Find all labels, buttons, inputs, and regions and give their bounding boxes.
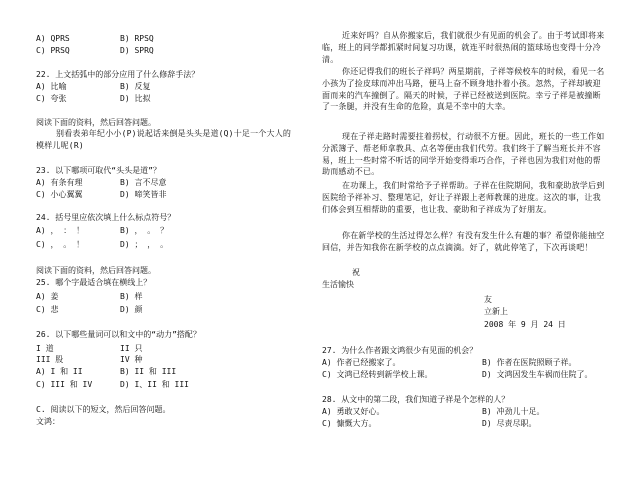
options-row: [36, 226, 169, 235]
measure-words-row: [36, 344, 143, 353]
options-row: [36, 190, 167, 199]
option-a[interactable]: A) 比喻: [36, 82, 67, 91]
option-d[interactable]: D) 文鸿因发生车祸而住院了。: [482, 370, 593, 379]
letter-date: 2008 年 9 月 24 日: [484, 320, 566, 329]
options-row: [322, 407, 545, 416]
option-d[interactable]: D) 颜: [120, 305, 143, 314]
option-c[interactable]: C) 小心翼翼: [36, 190, 83, 199]
passage-text: 别看表弟年纪小小(P)说起话来倒是头头是道(Q)十足一个大人的模样儿呢(R): [36, 129, 292, 150]
options-row: [36, 380, 189, 389]
options-row: [36, 94, 151, 103]
options-row: [36, 178, 167, 187]
option-a[interactable]: A) I 和 II: [36, 367, 83, 376]
option-c[interactable]: C) III 和 IV: [36, 380, 93, 389]
options-row: [36, 367, 177, 376]
option-d[interactable]: D) ； ， 。: [120, 240, 169, 249]
measure-word-1: I 道: [36, 344, 54, 353]
options-row: [36, 305, 143, 314]
option-a[interactable]: A) 作者已经搬家了。: [322, 358, 401, 367]
measure-word-4: IV 种: [120, 355, 143, 364]
question-23-stem: 23. 以下哪项可取代“头头是道”？: [36, 166, 161, 175]
options-row: [322, 370, 593, 379]
letter-greeting: 文鸿：: [36, 417, 60, 426]
question-27-stem: 27. 为什么作者跟文鸿很少有见面的机会？: [322, 346, 478, 355]
options-row: [322, 419, 537, 428]
question-22-stem: 22. 上文括弧中的部分应用了什么修辞手法？: [36, 70, 200, 79]
signature-friend: 友: [484, 295, 492, 304]
option-d[interactable]: D) 比拟: [120, 94, 151, 103]
option-a[interactable]: A) 有条有理: [36, 178, 83, 187]
options-row: [36, 46, 154, 55]
option-b[interactable]: B) 反复: [120, 82, 151, 91]
option-c[interactable]: C) ， 。 ！: [36, 240, 85, 249]
option-c[interactable]: C) PRSQ: [36, 46, 70, 55]
option-b[interactable]: B) 样: [120, 292, 143, 301]
measure-word-3: III 股: [36, 355, 64, 364]
measure-words-row: [36, 355, 143, 364]
option-a[interactable]: A) QPRS: [36, 34, 70, 43]
letter-paragraph-3: 现在子祥走路时需要拄着拐杖，行动很不方便。因此，班长的一些工作如分派簿子、帮老师拿教具、点名等便由我们代劳。我们终于了解当班长并不容易，班上一些时常不听话的同学开始变得乖巧合作，子祥也因为我们对他的帮助而感动不已。: [322, 132, 605, 177]
question-25-stem: 25. 哪个字最适合填在横线上？: [36, 278, 152, 287]
option-a[interactable]: A) 勇敢又好心。: [322, 407, 385, 416]
option-a[interactable]: A) ， ： ！: [36, 226, 85, 235]
option-b[interactable]: B) RPSQ: [120, 34, 154, 43]
letter-paragraph-5: 你在新学校的生活过得怎么样？有没有发生什么有趣的事？希望你能抽空回信，并告知我你在新学校的点点滴滴。好了，就此停笔了，下次再谈吧！: [322, 231, 605, 252]
option-d[interactable]: D) SPRQ: [120, 46, 154, 55]
option-b[interactable]: B) 言不尽意: [120, 178, 167, 187]
option-b[interactable]: B) II 和 III: [120, 367, 177, 376]
closing-wish: 祝: [352, 268, 360, 277]
signature-name: 立新上: [484, 307, 508, 316]
closing-blessing: 生活愉快: [322, 280, 354, 289]
measure-word-2: II 只: [120, 344, 143, 353]
letter-paragraph-2: 你还记得我们的班长子祥吗？两星期前，子祥等候校车的时候，看见一名小孩为了捡皮球而冲出马路，便马上奋不顾身地扑着小孩。忽然，子祥却被迎面而来的汽车撞倒了。隔天的时候，子祥已经被送到医院。幸亏子祥是被撞断了一条腿，并没有生命的危险，真是不幸中的大幸。: [322, 67, 605, 112]
option-c[interactable]: C) 慷慨大方。: [322, 419, 377, 428]
option-b[interactable]: B) ， 。 ？: [120, 226, 169, 235]
option-c[interactable]: C) 夸张: [36, 94, 67, 103]
options-row: [36, 292, 143, 301]
question-24-stem: 24. 括号里应依次填上什么标点符号？: [36, 213, 176, 222]
option-a[interactable]: A) 姜: [36, 292, 59, 301]
letter-paragraph-1: 近来好吗？自从你搬家后，我们就很少有见面的机会了。由于考试即将来临，班上的同学都抓紧时间复习功课，就连平时很热闹的篮球场也变得十分冷清。: [322, 31, 605, 64]
passage-intro: 阅读下面的资料，然后回答问题。: [36, 266, 156, 275]
option-b[interactable]: B) 冲劲儿十足。: [482, 407, 545, 416]
question-28-stem: 28. 从文中的第二段，我们知道子祥是个怎样的人？: [322, 395, 510, 404]
option-c[interactable]: C) 文鸿已经转到新学校上课。: [322, 370, 433, 379]
option-d[interactable]: D) 啼笑皆非: [120, 190, 167, 199]
option-d[interactable]: D) 尽责尽职。: [482, 419, 537, 428]
option-b[interactable]: B) 作者在医院照顾子祥。: [482, 358, 577, 367]
options-row: [36, 34, 154, 43]
question-26-stem: 26. 以下哪些量词可以和文中的“动力”搭配？: [36, 330, 201, 339]
options-row: [36, 82, 151, 91]
letter-paragraph-4: 在功课上，我们时常给予子祥帮助。子祥在住院期间，我和豪助放学后到医院给予祥补习、整理笔记，好让子祥跟上老师教课的进度。这次的事，让我们体会到互相帮助的重要，也让我、豪助和子祥成为了好朋友。: [322, 181, 605, 214]
options-row: [322, 358, 577, 367]
section-c-heading: C. 阅读以下的短文，然后回答问题。: [36, 405, 171, 414]
passage-intro: 阅读下面的资料，然后回答问题。: [36, 118, 156, 127]
option-c[interactable]: C) 悲: [36, 305, 59, 314]
options-row: [36, 240, 169, 249]
option-d[interactable]: D) I、II 和 III: [120, 380, 189, 389]
